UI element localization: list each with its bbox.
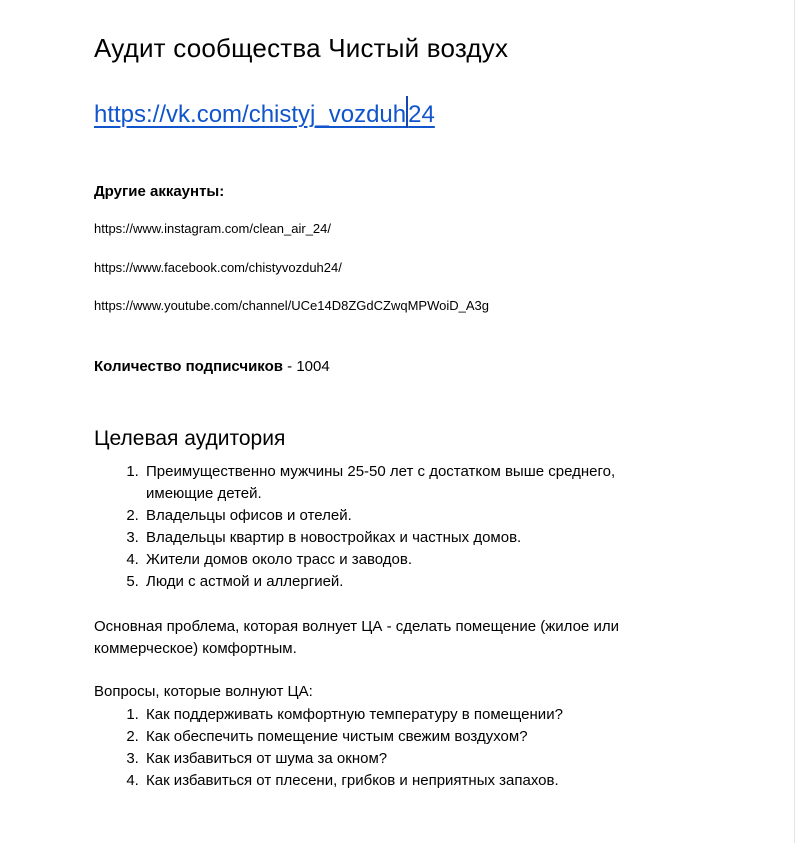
list-item: 4. Жители домов около трасс и заводов. [143,549,671,571]
facebook-url-text: https://www.facebook.com/chistyvozduh24/ [94,260,342,275]
document-content [94,32,671,792]
list-item: 4. Как избавиться от плесени, грибков и неприятных запахов. [143,770,671,792]
list-item: 2. Владельцы офисов и отелей. [143,505,671,527]
instagram-url-text: https://www.instagram.com/clean_air_24/ [94,221,331,236]
list-item: 1. Преимущественно мужчины 25-50 лет с достатком выше среднего, имеющие детей. [143,461,671,505]
youtube-url-text: https://www.youtube.com/channel/UCe14D8ZGdCZwqMPWoiD_A3g [94,298,489,313]
list-item: 3. Как избавиться от шума за окном? [143,748,671,770]
subscribers-separator: - [283,358,297,375]
problem-paragraph: Основная проблема, которая волнует ЦА - сделать помещение (жилое или коммерческое) комфортным. [94,618,619,657]
target-audience-list [94,461,671,593]
subscribers-line [94,358,671,376]
vk-link[interactable] [94,101,435,128]
subscribers-label: Количество подписчиков [94,358,283,375]
list-item: 5. Люди с астмой и аллергией. [143,571,671,593]
document-title: Аудит сообщества Чистый воздух [94,33,509,63]
other-accounts-label: Другие аккаунты: [94,183,225,200]
list-item: 2. Как обеспечить помещение чистым свежим воздухом? [143,726,671,748]
list-item: 1. Как поддерживать комфортную температуру в помещении? [143,704,671,726]
subscribers-count: 1004 [296,358,330,375]
target-audience-heading: Целевая аудитория [94,427,286,450]
vk-link-text-before-caret: https://vk.com/chistyj_vozduh [94,101,407,128]
questions-intro: Вопросы, которые волнуют ЦА: [94,683,313,700]
questions-list [94,704,671,792]
vk-link-text-after-caret: 24 [408,101,435,128]
vk-link-line [94,96,671,130]
list-item: 3. Владельцы квартир в новостройках и частных домов. [143,527,671,549]
